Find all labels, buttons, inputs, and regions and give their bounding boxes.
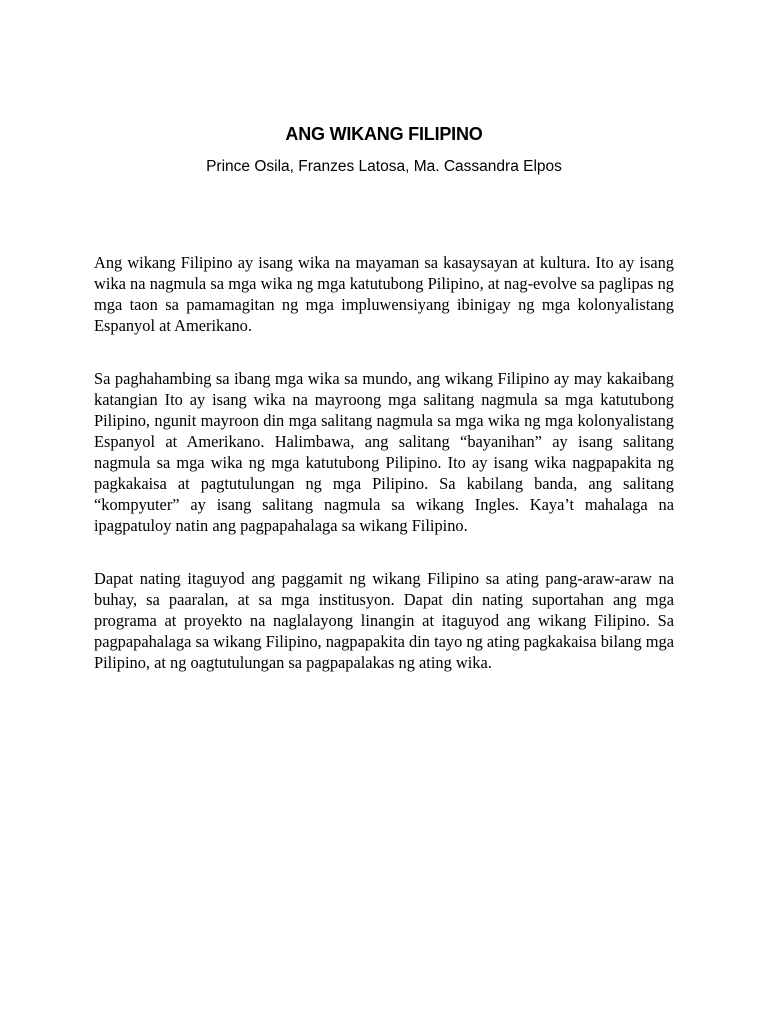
paragraph-1: Ang wikang Filipino ay isang wika na mayaman sa kasaysayan at kultura. Ito ay isang wika na nagmula sa mga wika ng mga katutubong Pilipino, at nag-evolve sa paglipas ng mga taon sa pamamagitan ng mga impluwensiyang ibinigay ng mga kolonyalistang Espanyol at Amerikano.	[94, 253, 674, 335]
paragraph-3: Dapat nating itaguyod ang paggamit ng wikang Filipino sa ating pang-araw-araw na buhay, sa paaralan, at sa mga institusyon. Dapat din nating suportahan ang mga programa at proyekto na naglalayong linangin at itaguyod ang wikang Filipino. Sa pagpapahalaga sa wikang Filipino, nagpapakita din tayo ng ating pagkakaisa bilang mga Pilipino, at ng oagtutulungan sa pagpapalakas ng ating wika.	[94, 569, 674, 672]
document-title: ANG WIKANG FILIPINO	[285, 124, 483, 144]
document-body	[94, 252, 674, 673]
document-authors: Prince Osila, Franzes Latosa, Ma. Cassandra Elpos	[206, 158, 562, 175]
paragraph-2: Sa paghahambing sa ibang mga wika sa mundo, ang wikang Filipino ay may kakaibang katangian Ito ay isang wika na mayroong mga salitang nagmula sa mga katutubong Pilipino, ngunit mayroon din mga salitang nagmula sa mga wika ng mga kolonyalistang Espanyol at Amerikano. Halimbawa, ang salitang “bayanihan” ay isang salitang nagmula sa mga wika ng mga katutubong Pilipino. Ito ay isang wika nagpapakita ng pagkakaisa at pagtutulungan ng mga Pilipino. Sa kabilang banda, ang salitang “kompyuter” ay isang salitang nagmula sa wikang Ingles. Kaya’t mahalaga na ipagpatuloy natin ang pagpapahalaga sa wikang Filipino.	[94, 369, 674, 535]
